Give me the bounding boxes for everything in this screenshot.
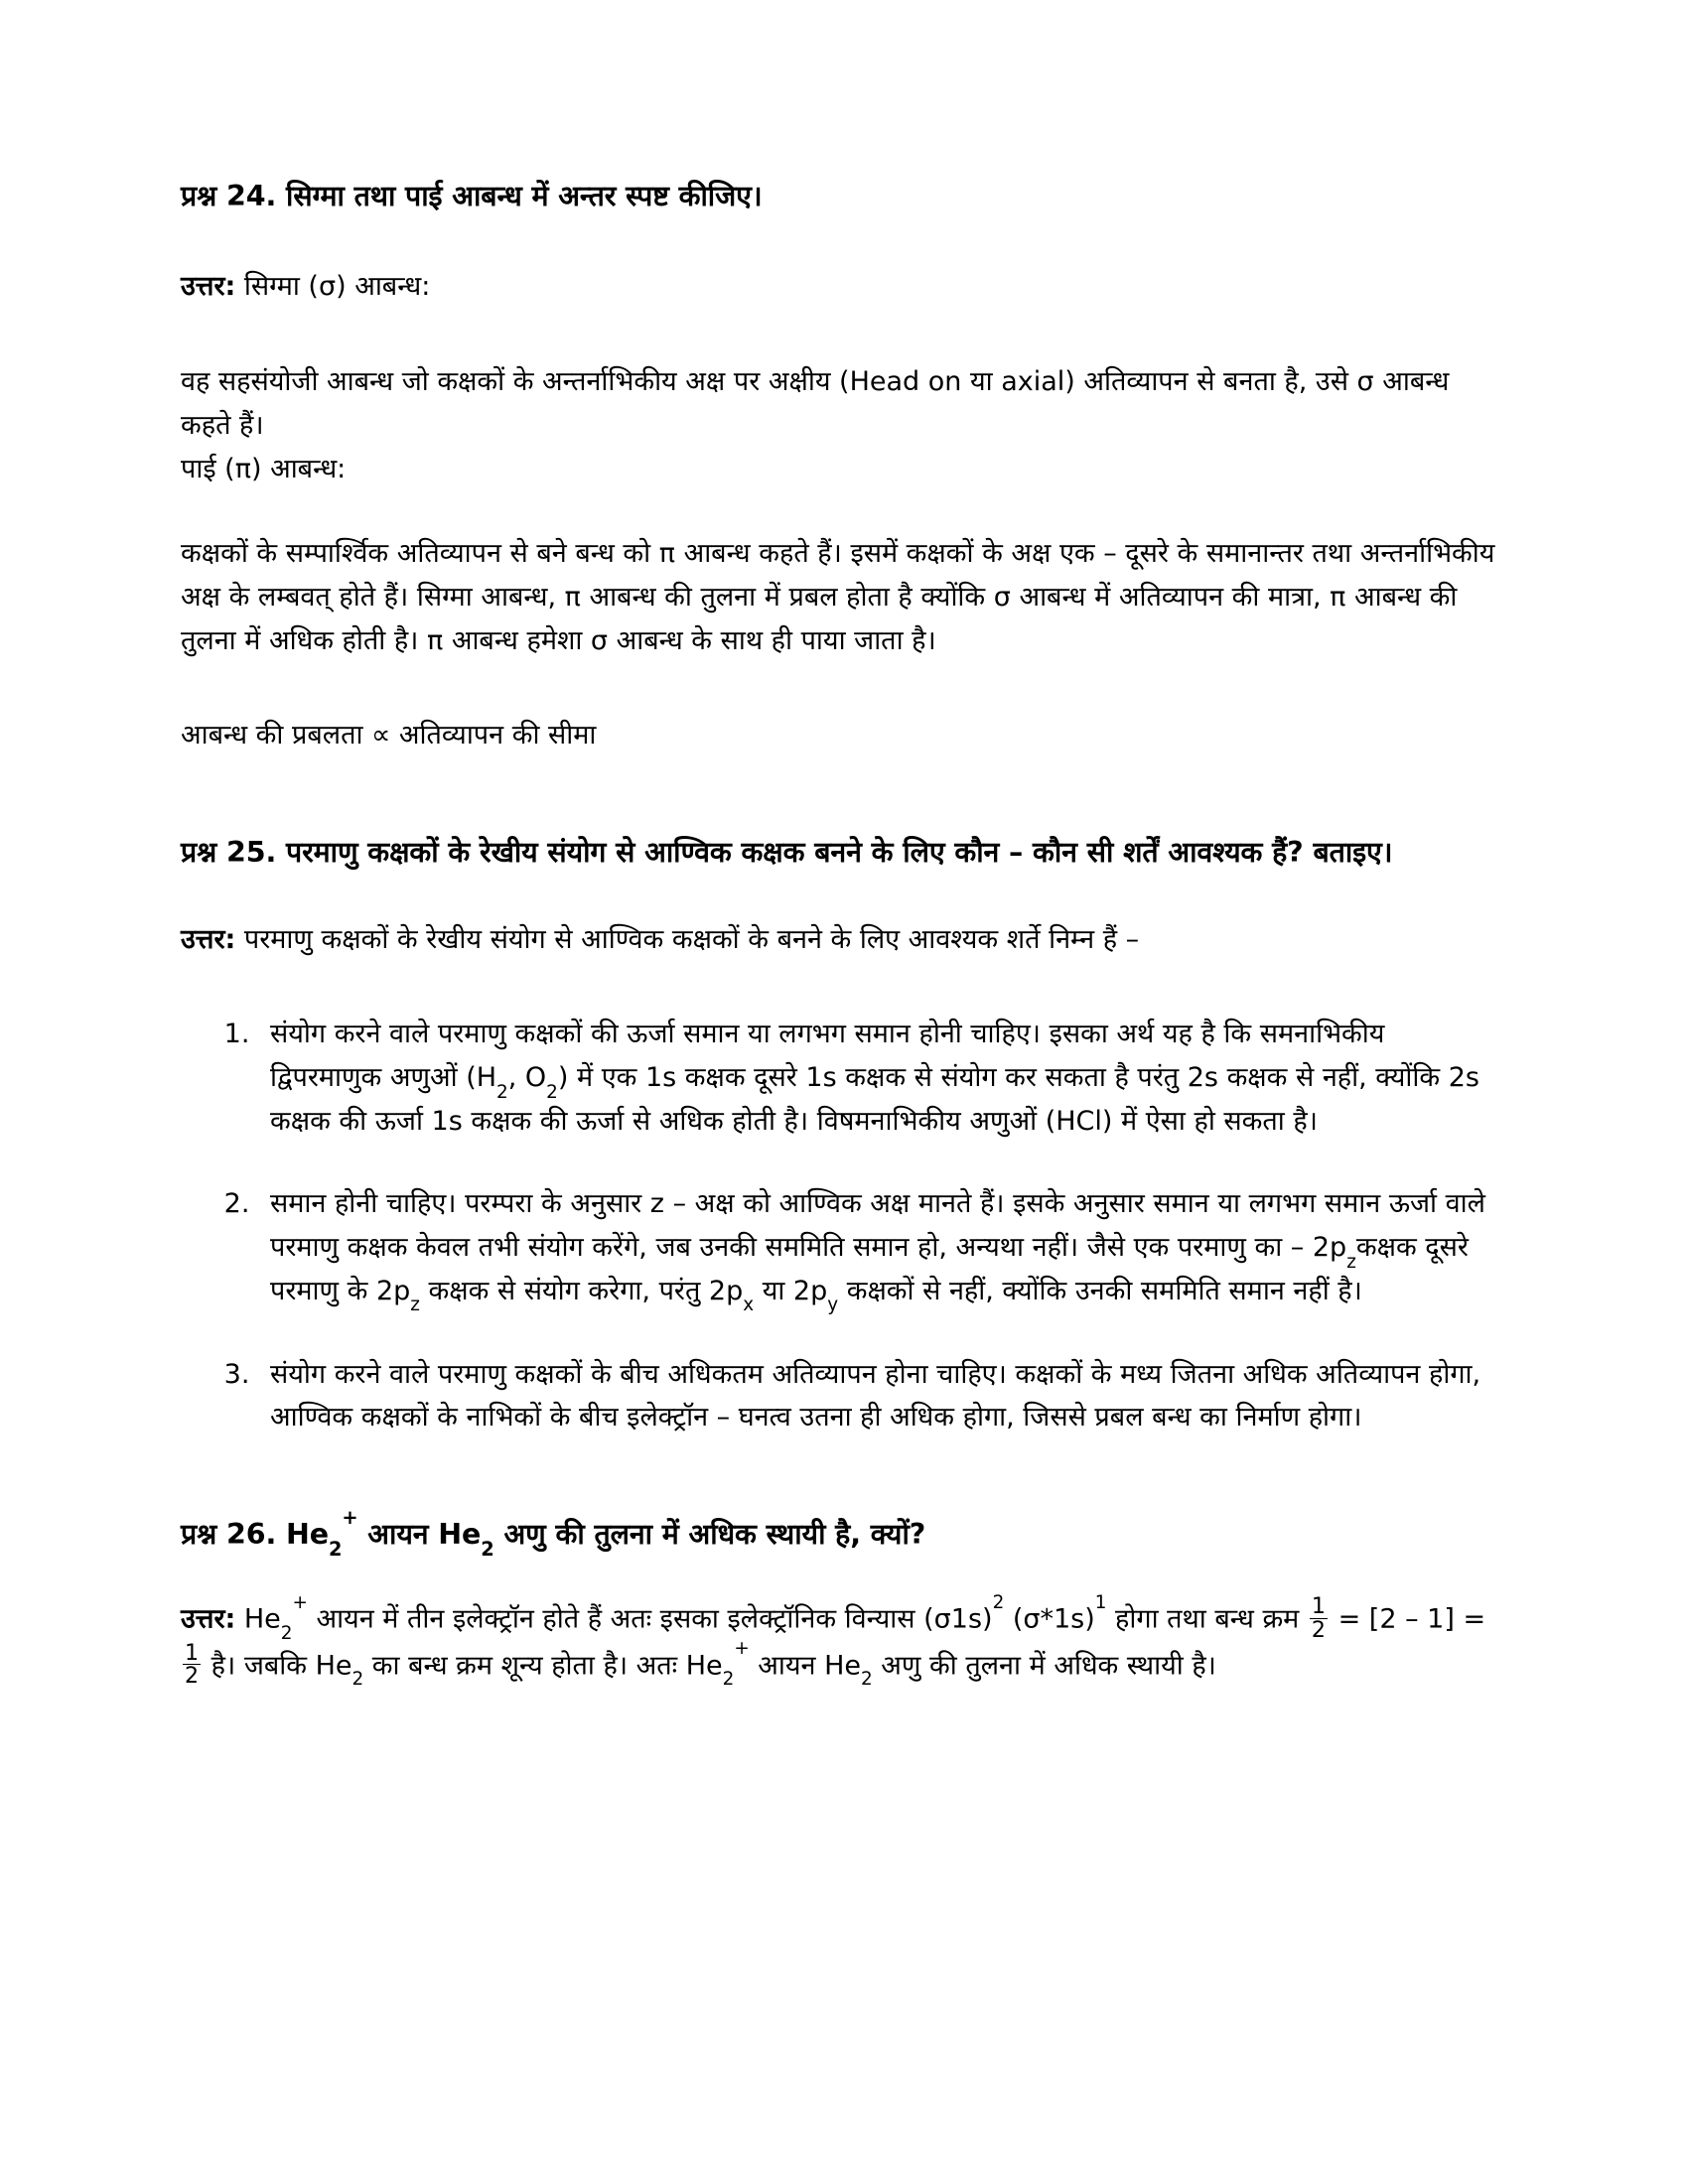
answer-label-26: उत्तर: <box>181 1603 236 1635</box>
spacer <box>181 757 1499 831</box>
list-item <box>258 1182 1499 1316</box>
subscript-he2-d: 2 <box>861 1669 873 1691</box>
answer-26-text-i: अणु की तुलना में अधिक स्थायी है। <box>872 1649 1216 1681</box>
sigma-bond-definition: वह सहसंयोजी आबन्ध जो कक्षकों के अन्तर्नाभिकीय अक्ष पर अक्षीय (Head on या axial) अतिव्यापन से बनता है, उसे σ आबन्ध कहते हैं। <box>181 366 1450 441</box>
answer-26-text-f: है। जबकि He <box>203 1649 352 1681</box>
superscript-sigma1s-power: 2 <box>992 1592 1005 1614</box>
spacer <box>181 490 1499 532</box>
superscript-plus-a: + <box>292 1592 308 1614</box>
condition-2-text-e: कक्षकों से नहीं, क्योंकि उनकी सममिति समान नहीं है। <box>838 1275 1362 1306</box>
superscript-plus-heading: + <box>342 1505 358 1529</box>
list-item <box>258 1353 1499 1439</box>
spacer <box>181 1439 1499 1513</box>
condition-2-text-b: कक्षक दूसरे परमाणु के 2p <box>270 1232 1469 1306</box>
condition-2-text-c: कक्षक से संयोग करेगा, परंतु 2p <box>419 1275 744 1306</box>
question-26-heading-a: प्रश्न 26. He <box>181 1518 329 1552</box>
superscript-plus-b: + <box>734 1638 750 1660</box>
subscript-h2: 2 <box>496 1081 508 1103</box>
subscript-he2-heading-2: 2 <box>481 1538 494 1562</box>
question-26-heading-c: अणु की तुलना में अधिक स्थायी है, क्यों? <box>493 1518 926 1552</box>
subscript-2px: x <box>743 1295 755 1316</box>
answer-lead-25: परमाणु कक्षकों के रेखीय संयोग से आण्विक कक्षकों के बनने के लिए आवश्यक शर्ते निम्न हैं – <box>235 923 1140 955</box>
question-26-answer <box>181 1592 1499 1691</box>
answer-26-text-b: आयन में तीन इलेक्ट्रॉन होते हैं अतः इसका इलेक्ट्रॉनिक विन्यास (σ1s) <box>307 1603 993 1635</box>
spacer <box>181 662 1499 714</box>
spacer <box>181 309 1499 360</box>
answer-26-text-c: (σ*1s) <box>1004 1603 1095 1635</box>
subscript-he2-c: 2 <box>722 1669 735 1691</box>
question-26-heading-b: आयन He <box>357 1518 482 1552</box>
subscript-he2-a: 2 <box>280 1623 293 1645</box>
fraction-denominator: 2 <box>1311 1617 1326 1643</box>
condition-1-text-c: ) में एक 1s कक्षक दूसरे 1s कक्षक से संयोग कर सकता है परंतु 2s कक्षक से नहीं, क्योंकि 2s कक्षक की ऊर्जा 1s कक्षक की ऊर्जा से अधिक होती है। विषमनाभिकीय अणुओं (HCl) में ऐसा हो सकता है। <box>270 1061 1479 1137</box>
superscript-sigma-star-1s-power: 1 <box>1094 1592 1107 1614</box>
answer-lead-24: सिग्मा (σ) आबन्ध: <box>235 271 431 303</box>
answer-label-25: उत्तर: <box>181 923 236 955</box>
document-body <box>181 175 1499 1691</box>
question-24-answer-lead <box>181 265 1499 309</box>
condition-1-text-a: संयोग करने वाले परमाणु कक्षकों की ऊर्जा समान या लगभग समान होनी चाहिए। इसका अर्थ यह है कि समनाभिकीय द्विपरमाणुक अणुओं (H <box>270 1019 1385 1093</box>
subscript-2pz-second: z <box>410 1295 420 1316</box>
bond-order-fraction-1 <box>1310 1595 1328 1641</box>
answer-26-text-d: होगा तथा बन्ध क्रम <box>1106 1603 1308 1635</box>
condition-2-text-a: समान होनी चाहिए। परम्परा के अनुसार z – अक्ष को आण्विक अक्ष मानते हैं। इसके अनुसार समान या लगभग समान ऊर्जा वाले परमाणु कक्षक केवल तभी संयोग करेंगे, जब उनकी सममिति समान हो, अन्यथा नहीं। जैसे एक परमाणु का – 2p <box>270 1188 1485 1264</box>
list-item <box>258 1013 1499 1143</box>
subscript-o2: 2 <box>546 1081 558 1103</box>
answer-26-text-g: का बन्ध क्रम शून्य होता है। अतः He <box>363 1649 723 1681</box>
pi-bond-label: पाई (π) आबन्ध: <box>181 453 347 484</box>
bond-order-fraction-2 <box>183 1639 201 1690</box>
fraction-numerator: 1 <box>1311 1593 1326 1620</box>
question-26-heading <box>181 1505 1499 1562</box>
answer-26-text-a: He <box>235 1603 281 1635</box>
pi-bond-definition: कक्षकों के सम्पार्श्विक अतिव्यापन से बने बन्ध को π आबन्ध कहते हैं। इसमें कक्षकों के अक्ष एक – दूसरे के समानान्तर तथा अन्तर्नाभिकीय अक्ष के लम्बवत् होते हैं। सिग्मा आबन्ध, π आबन्ध की तुलना में प्रबल होता है क्योंकि σ आबन्ध में अतिव्यापन की मात्रा, π आबन्ध की तुलना में अधिक होती है। π आबन्ध हमेशा σ आबन्ध के साथ ही पाया जाता है। <box>181 538 1495 656</box>
subscript-2py: y <box>827 1295 839 1316</box>
conditions-list <box>181 1013 1499 1439</box>
question-24-heading: प्रश्न 24. सिग्मा तथा पाई आबन्ध में अन्तर स्पष्ट कीजिए। <box>181 180 763 212</box>
spacer <box>181 961 1499 1013</box>
subscript-2pz-first: z <box>1346 1251 1356 1273</box>
condition-3-text: संयोग करने वाले परमाणु कक्षकों के बीच अधिकतम अतिव्यापन होना चाहिए। कक्षकों के मध्य जितना अधिक अतिव्यापन होगा, आण्विक कक्षकों के नाभिकों के बीच इलेक्ट्रॉन – घनत्व उतना ही अधिक होगा, जिससे प्रबल बन्ध का निर्माण होगा। <box>270 1358 1481 1433</box>
fraction-denominator: 2 <box>185 1663 200 1690</box>
question-25-answer-lead <box>181 918 1499 962</box>
answer-26-text-h: आयन He <box>749 1649 862 1681</box>
question-25-heading: प्रश्न 25. परमाणु कक्षकों के रेखीय संयोग से आण्विक कक्षक बनने के लिए कौन – कौन सी शर्तें आवश्यक हैं? बताइए। <box>181 836 1393 870</box>
condition-1-text-b: , O <box>507 1061 547 1093</box>
answer-label-24: उत्तर: <box>181 271 236 303</box>
fraction-numerator: 1 <box>185 1639 200 1666</box>
condition-2-text-d: या 2p <box>754 1275 828 1306</box>
subscript-he2-heading: 2 <box>328 1538 343 1562</box>
answer-26-text-e: = [2 – 1] = <box>1330 1603 1486 1635</box>
subscript-he2-b: 2 <box>352 1669 364 1691</box>
bond-strength-proportionality: आबन्ध की प्रबलता ∝ अतिव्यापन की सीमा <box>181 720 597 751</box>
